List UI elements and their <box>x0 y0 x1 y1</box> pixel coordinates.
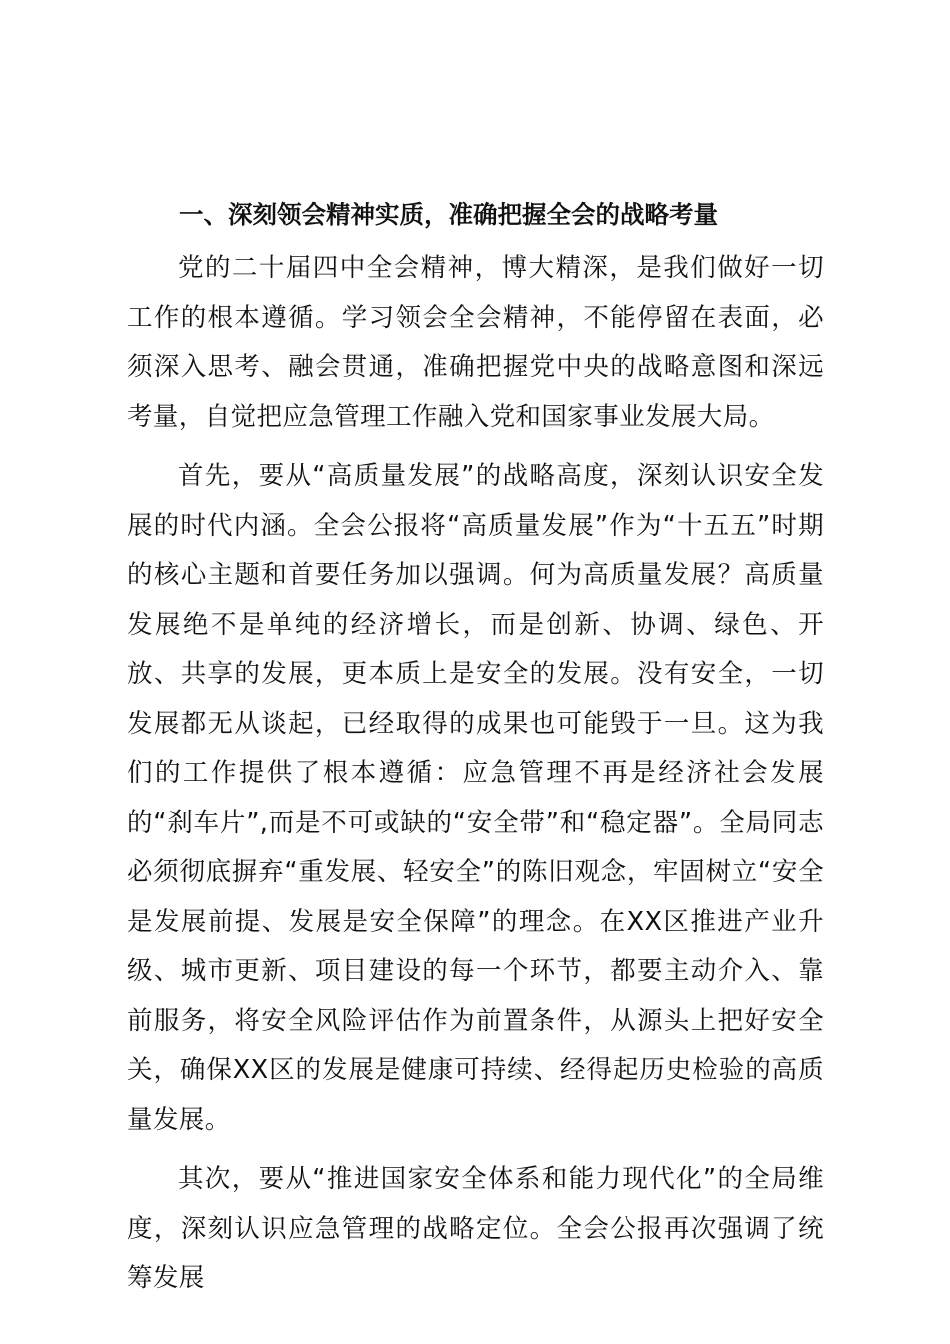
document-body <box>127 190 824 1304</box>
paragraph-intro: 党的二十届四中全会精神，博大精深，是我们做好一切工作的根本遵循。学习领会全会精神，不能停留在表面，必须深入思考、融会贯通，准确把握党中央的战略意图和深远考量，自觉把应急管理工作融入党和国家事业发展大局。 <box>127 253 824 432</box>
section-heading: 一、深刻领会精神实质，准确把握全会的战略考量 <box>179 200 718 229</box>
paragraph-second-point: 其次，要从“推进国家安全体系和能力现代化”的全局维度，深刻认识应急管理的战略定位。全会公报再次强调了统筹发展 <box>127 1164 824 1293</box>
paragraph-first-point: 首先，要从“高质量发展”的战略高度，深刻认识安全发展的时代内涵。全会公报将“高质量发展”作为“十五五”时期的核心主题和首要任务加以强调。何为高质量发展？高质量发展绝不是单纯的经济增长，而是创新、协调、绿色、开放、共享的发展，更本质上是安全的发展。没有安全，一切发展都无从谈起，已经取得的成果也可能毁于一旦。这为我们的工作提供了根本遵循：应急管理不再是经济社会发展的“刹车片”,而是不可或缺的“安全带”和“稳定器”。全局同志必须彻底摒弃“重发展、轻安全”的陈旧观念，牢固树立“安全是发展前提、发展是安全保障”的理念。在XX区推进产业升级、城市更新、项目建设的每一个环节，都要主动介入、靠前服务，将安全风险评估作为前置条件，从源头上把好安全关，确保XX区的发展是健康可持续、经得起历史检验的高质量发展。 <box>127 461 824 1135</box>
